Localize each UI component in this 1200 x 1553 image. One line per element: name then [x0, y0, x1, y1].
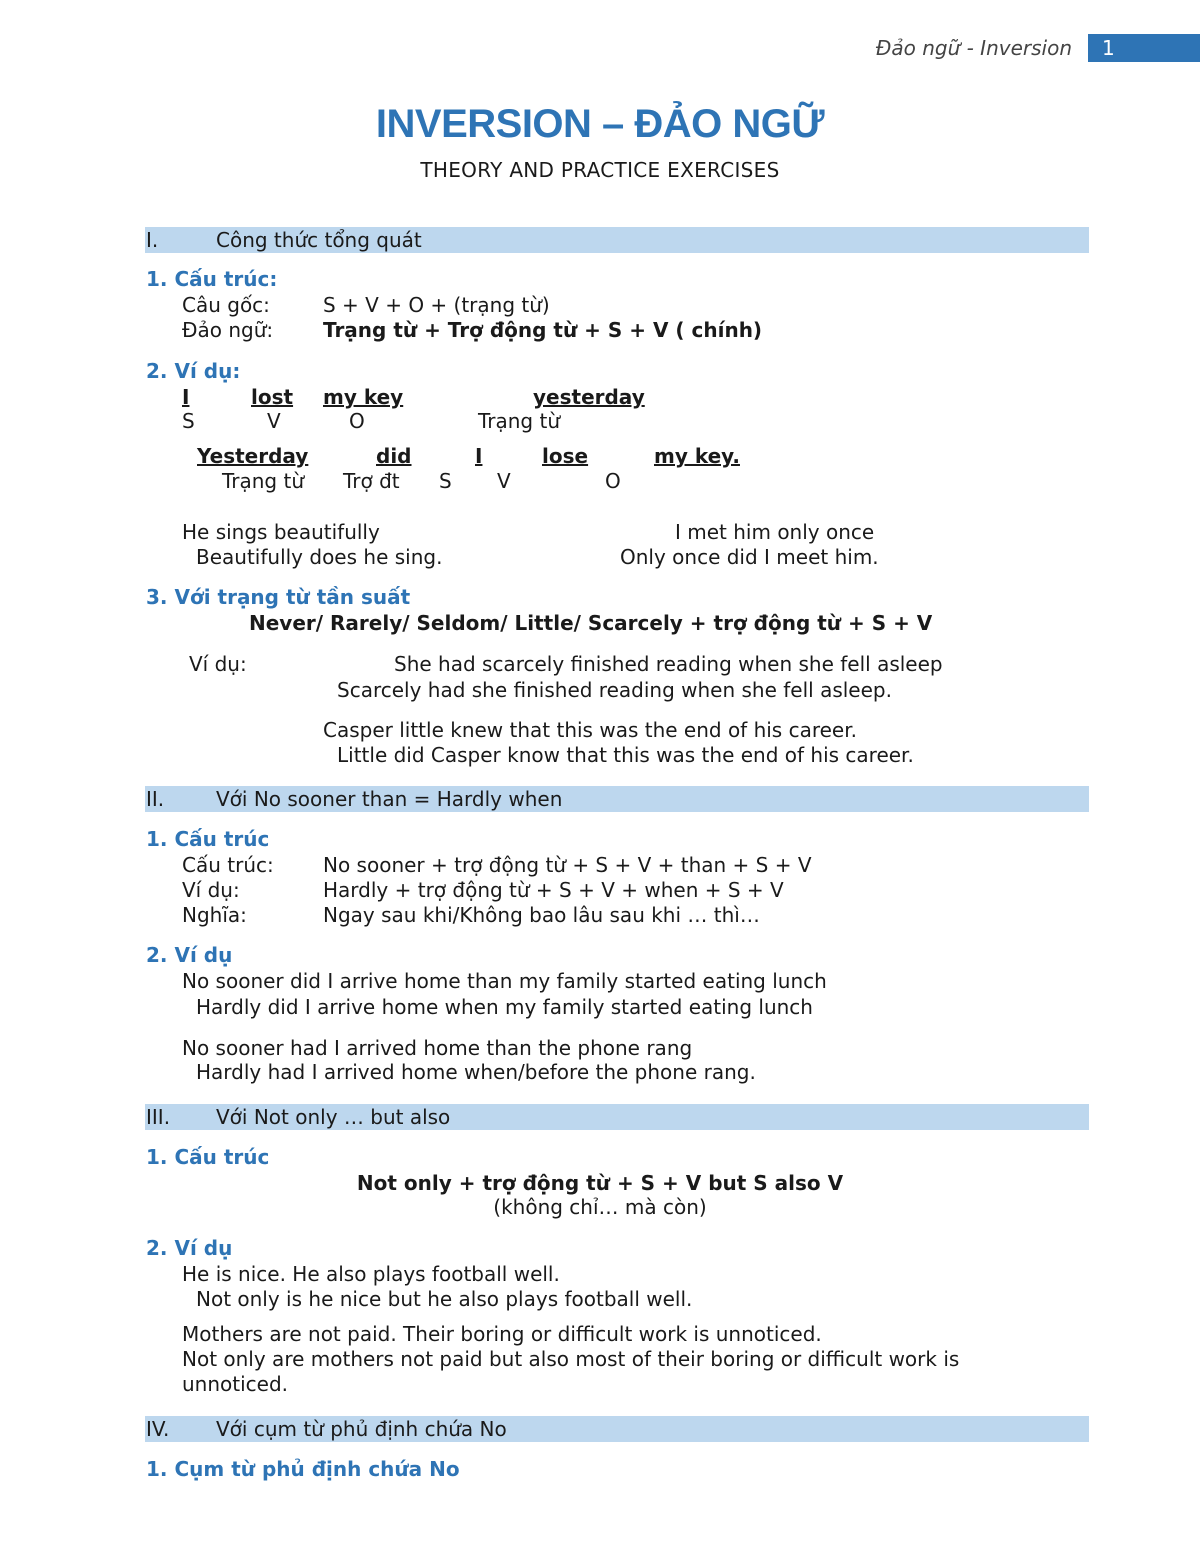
s2-ex2-original: No sooner had I arrived home than the phone rang: [182, 1036, 693, 1060]
ex2-tag-s: S: [439, 469, 452, 493]
ex2-word-aux: did: [376, 444, 412, 468]
s1-heading-2: 2. Ví dụ:: [146, 359, 241, 383]
page-number: 1: [1088, 34, 1200, 62]
section-title-1: Công thức tổng quát: [216, 228, 422, 252]
dao-ngu-formula: Trạng từ + Trợ động từ + S + V ( chính): [323, 318, 763, 342]
ex1-tag-o: O: [349, 409, 365, 433]
ex1-word-object: my key: [323, 385, 404, 409]
s2-ex1-inverted: Hardly did I arrive home when my family started eating lunch: [196, 995, 813, 1019]
section-number-1: I.: [146, 228, 159, 252]
section-number-2: II.: [146, 787, 165, 811]
ex2-tag-o: O: [605, 469, 621, 493]
pair-left-original: He sings beautifully: [182, 520, 380, 544]
section-title-3: Với Not only … but also: [216, 1105, 451, 1129]
s1-heading-3: 3. Với trạng từ tần suất: [146, 585, 411, 609]
s2-example-label: Ví dụ:: [182, 878, 240, 902]
ex2-word-adverb: Yesterday: [197, 444, 309, 468]
s2-ex1-original: No sooner did I arrive home than my family started eating lunch: [182, 969, 827, 993]
s2-structure-text: No sooner + trợ động từ + S + V + than + S + V: [323, 853, 812, 877]
cau-goc-formula: S + V + O + (trạng từ): [323, 293, 550, 317]
s2-heading-1: 1. Cấu trúc: [146, 827, 270, 851]
cau-goc-label: Câu gốc:: [182, 293, 270, 317]
dao-ngu-label: Đảo ngữ:: [182, 318, 274, 342]
pair-right-inverted: Only once did I meet him.: [620, 545, 879, 569]
running-header: Đảo ngữ - Inversion: [875, 36, 1072, 60]
ex1-tag-v: V: [267, 409, 281, 433]
s3-ex1-inverted: Not only is he nice but he also plays football well.: [196, 1287, 693, 1311]
vidu-label: Ví dụ:: [189, 652, 247, 676]
s3-heading-1: 1. Cấu trúc: [146, 1145, 270, 1169]
s2-meaning-text: Ngay sau khi/Không bao lâu sau khi … thì…: [323, 903, 760, 927]
ex1-word-adverb: yesterday: [533, 385, 645, 409]
s3-heading-2: 2. Ví dụ: [146, 1236, 233, 1260]
pair-left-inverted: Beautifully does he sing.: [196, 545, 443, 569]
ex2-tag-v: V: [497, 469, 511, 493]
ex3-original: She had scarcely finished reading when she fell asleep: [394, 652, 943, 676]
page-title: INVERSION – ĐẢO NGỮ: [375, 102, 825, 146]
s2-ex2-inverted: Hardly had I arrived home when/before the phone rang.: [196, 1060, 756, 1084]
pair-right-original: I met him only once: [675, 520, 875, 544]
s3-ex2-inverted-cont: unnoticed.: [182, 1372, 289, 1396]
s2-example-text: Hardly + trợ động từ + S + V + when + S + V: [323, 878, 784, 902]
ex2-tag-aux: Trợ đt: [343, 469, 400, 493]
ex2-word-object: my key.: [654, 444, 740, 468]
ex1-word-subject: I: [182, 385, 190, 409]
page-subtitle: THEORY AND PRACTICE EXERCISES: [420, 158, 780, 182]
s3-gloss: (không chỉ… mà còn): [493, 1195, 707, 1219]
ex2-word-subject: I: [475, 444, 483, 468]
s2-meaning-label: Nghĩa:: [182, 903, 247, 927]
s1-heading-1: 1. Cấu trúc:: [146, 267, 278, 291]
s3-formula: Not only + trợ động từ + S + V but S also V: [356, 1171, 844, 1195]
ex2-tag-adverb: Trạng từ: [222, 469, 305, 493]
s3-ex1-original: He is nice. He also plays football well.: [182, 1262, 560, 1286]
s2-structure-label: Cấu trúc:: [182, 853, 274, 877]
s3-ex2-original: Mothers are not paid. Their boring or difficult work is unnoticed.: [182, 1322, 822, 1346]
section-title-4: Với cụm từ phủ định chứa No: [216, 1417, 507, 1441]
section-title-2: Với No sooner than = Hardly when: [216, 787, 563, 811]
section-number-4: IV.: [146, 1417, 170, 1441]
s4-heading-1: 1. Cụm từ phủ định chứa No: [146, 1457, 460, 1481]
frequency-formula: Never/ Rarely/ Seldom/ Little/ Scarcely + trợ động từ + S + V: [249, 611, 933, 635]
ex1-tag-adverb: Trạng từ: [478, 409, 561, 433]
ex1-tag-s: S: [182, 409, 195, 433]
ex4-original: Casper little knew that this was the end of his career.: [323, 718, 857, 742]
s2-heading-2: 2. Ví dụ: [146, 943, 233, 967]
ex2-word-verb: lose: [542, 444, 589, 468]
ex1-word-verb: lost: [251, 385, 294, 409]
ex3-inverted: Scarcely had she finished reading when she fell asleep.: [337, 678, 892, 702]
ex4-inverted: Little did Casper know that this was the end of his career.: [337, 743, 914, 767]
section-number-3: III.: [146, 1105, 171, 1129]
s3-ex2-inverted: Not only are mothers not paid but also most of their boring or difficult work is: [182, 1347, 960, 1371]
